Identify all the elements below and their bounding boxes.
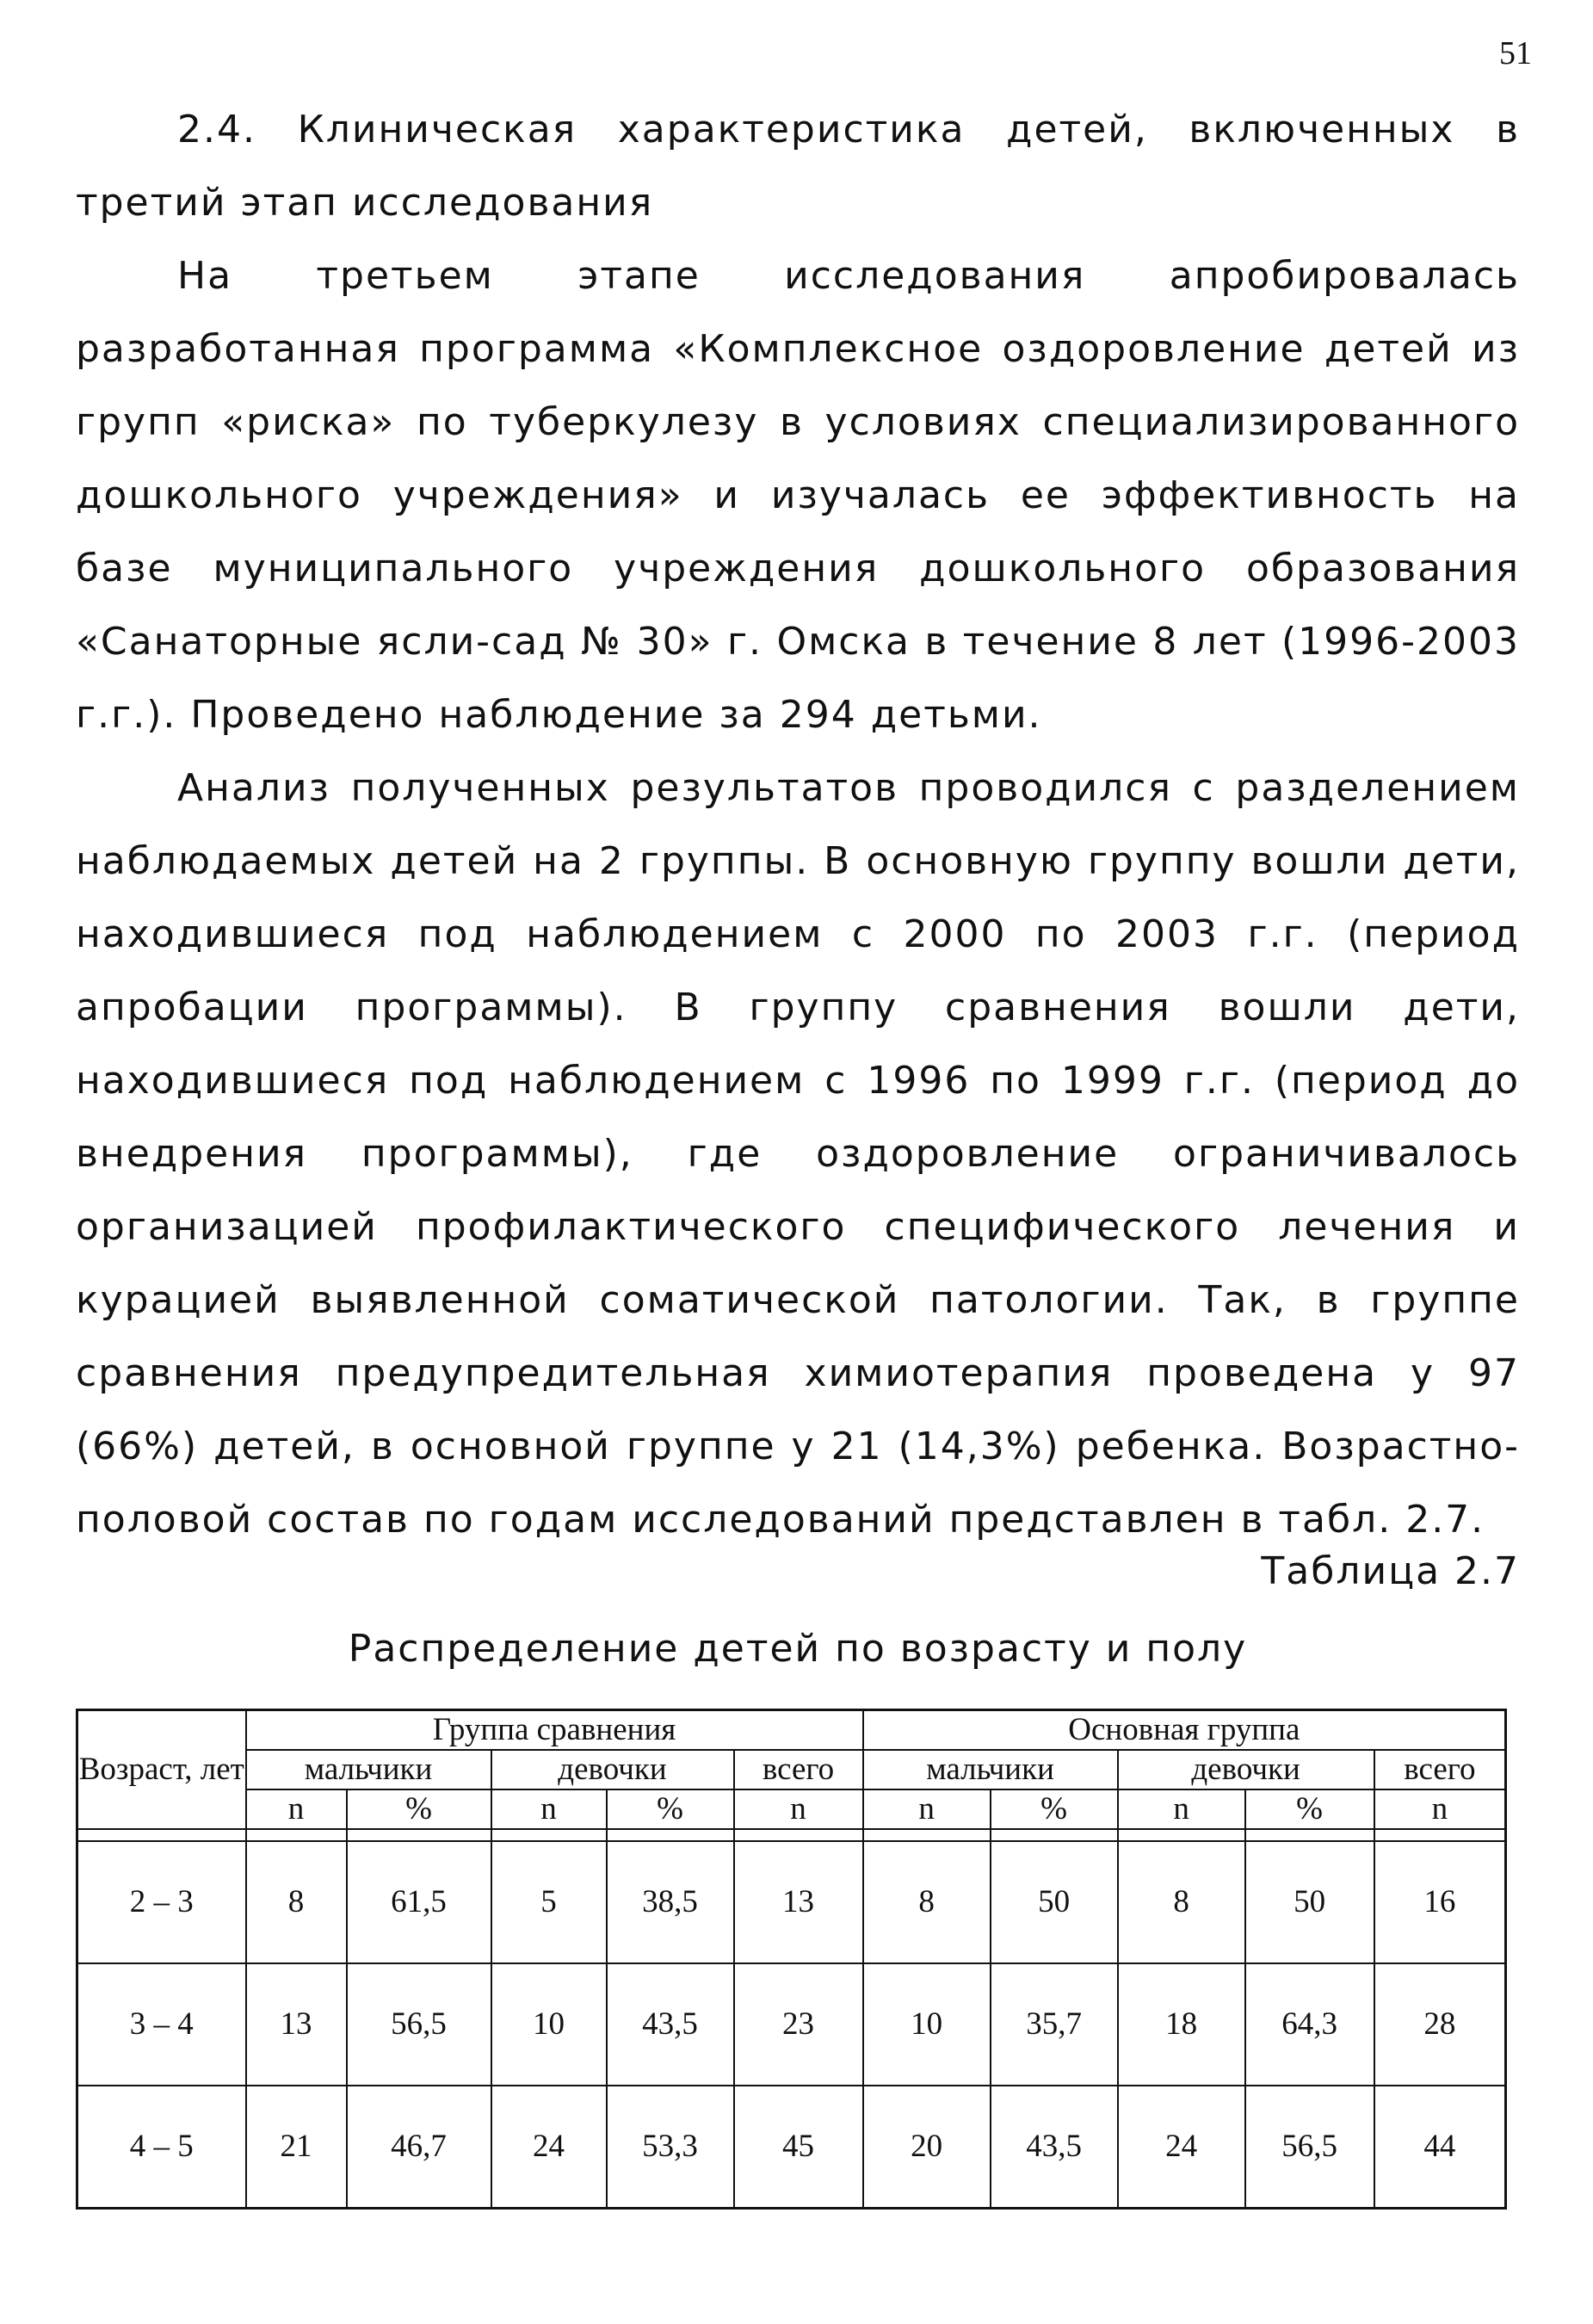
boys-header: мальчики <box>863 1750 1118 1789</box>
total-header: всего <box>1374 1750 1506 1789</box>
table-cell: 45 <box>734 2086 863 2209</box>
table-row <box>77 1963 1506 2086</box>
table-cell: 56,5 <box>1245 2086 1374 2209</box>
table-cell: 18 <box>1118 1963 1245 2086</box>
table-row <box>77 1841 1506 1963</box>
table-cell: 43,5 <box>991 2086 1118 2209</box>
girls-header: девочки <box>491 1750 734 1789</box>
table-cell: 35,7 <box>991 1963 1118 2086</box>
age-cell: 3 – 4 <box>77 1963 246 2086</box>
spacer-cell <box>246 1829 347 1841</box>
table-title: Распределение детей по возрасту и полу <box>348 1627 1248 1671</box>
table-cell: 50 <box>991 1841 1118 1963</box>
n-header: n <box>863 1789 991 1829</box>
spacer-cell <box>1245 1829 1374 1841</box>
table-cell: 8 <box>246 1841 347 1963</box>
table-cell: 44 <box>1374 2086 1506 2209</box>
table-cell: 56,5 <box>347 1963 491 2086</box>
table-cell: 24 <box>491 2086 607 2209</box>
table-label: Таблица 2.7 <box>1261 1549 1520 1593</box>
n-header: n <box>734 1789 863 1829</box>
n-header: n <box>1374 1789 1506 1829</box>
spacer-cell <box>734 1829 863 1841</box>
table-cell: 23 <box>734 1963 863 2086</box>
paragraph-1: На третьем этапе исследования апробировалась разработанная программа «Комплексное оздоровление детей из групп «риска» по туберкулезу в условиях специализированного дошкольного учреждения» и изучалась ее эффективность на базе муниципального учреждения дошкольного образования «Санаторные ясли-сад № 30» г. Омска в течение 8 лет (1996-2003 г.г.). Проведено наблюдение за 294 детьми. <box>76 254 1520 737</box>
body-text <box>76 93 1520 1556</box>
spacer-cell <box>1118 1829 1245 1841</box>
total-header: всего <box>734 1750 863 1789</box>
age-cell: 4 – 5 <box>77 2086 246 2209</box>
table-cell: 10 <box>863 1963 991 2086</box>
paragraph-2: Анализ полученных результатов проводился с разделением наблюдаемых детей на 2 группы. В основную группу вошли дети, находившиеся под наблюдением с 2000 по 2003 г.г. (период апробации программы). В группу сравнения вошли дети, находившиеся под наблюдением с 1996 по 1999 г.г. (период до внедрения программы), где оздоровление ограничивалось организацией профилактического специфического лечения и курацией выявленной соматической патологии. Так, в группе сравнения предупредительная химиотерапия проведена у 97 (66%) детей, в основной группе у 21 (14,3%) ребенка. Возрастно-половой состав по годам исследований представлен в табл. 2.7. <box>76 766 1520 1542</box>
table-cell: 38,5 <box>607 1841 734 1963</box>
table-cell: 61,5 <box>347 1841 491 1963</box>
girls-header: девочки <box>1118 1750 1374 1789</box>
table-cell: 24 <box>1118 2086 1245 2209</box>
n-header: n <box>1118 1789 1245 1829</box>
table-cell: 8 <box>1118 1841 1245 1963</box>
pct-header: % <box>607 1789 734 1829</box>
age-sex-table <box>76 1709 1507 2210</box>
spacer-cell <box>491 1829 607 1841</box>
n-header: n <box>246 1789 347 1829</box>
table-cell: 10 <box>491 1963 607 2086</box>
table-cell: 46,7 <box>347 2086 491 2209</box>
page-number: 51 <box>1499 35 1532 71</box>
table-cell: 50 <box>1245 1841 1374 1963</box>
table-cell: 8 <box>863 1841 991 1963</box>
section-heading: 2.4. Клиническая характеристика детей, включенных в третий этап исследования <box>76 108 1520 225</box>
n-header: n <box>491 1789 607 1829</box>
spacer-cell <box>77 1829 246 1841</box>
table-cell: 20 <box>863 2086 991 2209</box>
table-cell: 43,5 <box>607 1963 734 2086</box>
table-cell: 53,3 <box>607 2086 734 2209</box>
group-main-header: Основная группа <box>863 1710 1506 1751</box>
table-cell: 64,3 <box>1245 1963 1374 2086</box>
spacer-cell <box>863 1829 991 1841</box>
spacer-cell <box>347 1829 491 1841</box>
table-row <box>77 2086 1506 2209</box>
table-cell: 16 <box>1374 1841 1506 1963</box>
pct-header: % <box>347 1789 491 1829</box>
table-cell: 13 <box>734 1841 863 1963</box>
spacer-cell <box>991 1829 1118 1841</box>
spacer-cell <box>607 1829 734 1841</box>
group-comparison-header: Группа сравнения <box>246 1710 863 1751</box>
age-header: Возраст, лет <box>77 1710 246 1830</box>
table-cell: 21 <box>246 2086 347 2209</box>
age-cell: 2 – 3 <box>77 1841 246 1963</box>
spacer-cell <box>1374 1829 1506 1841</box>
table-cell: 5 <box>491 1841 607 1963</box>
table-cell: 13 <box>246 1963 347 2086</box>
pct-header: % <box>1245 1789 1374 1829</box>
boys-header: мальчики <box>246 1750 491 1789</box>
pct-header: % <box>991 1789 1118 1829</box>
table-cell: 28 <box>1374 1963 1506 2086</box>
